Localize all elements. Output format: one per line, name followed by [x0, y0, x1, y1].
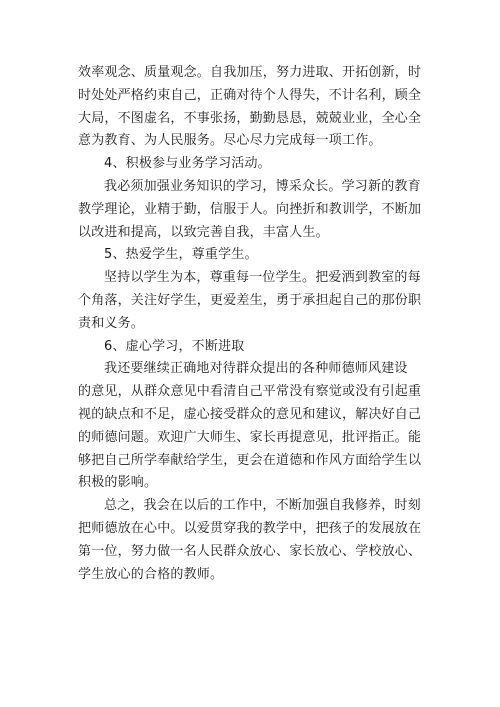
text-line: 以改进和提高，以致完善自我，丰富人生。: [78, 224, 329, 240]
section-heading-6: 6、虚心学习，不断进取: [104, 338, 245, 354]
text-line: 学生放心的合格的教师。: [78, 566, 224, 582]
text-line: 够把自己所学奉献给学生，更会在道德和作风方面给学生以: [78, 452, 422, 468]
text-line: 把师德放在心中。以爱贯穿我的教学中，把孩子的发展放在: [78, 520, 422, 536]
text-line: 意为教育、为人民服务。尽心尽力完成每一项工作。: [78, 133, 382, 149]
text-line: 时处处严格约束自己，正确对待个人得失，不计名利，顾全: [78, 87, 422, 103]
section-heading-4: 4、积极参与业务学习活动。: [104, 156, 271, 172]
section-heading-5: 5、热爱学生，尊重学生。: [104, 247, 258, 263]
text-line: 总之，我会在以后的工作中，不断加强自我修养，时刻: [104, 498, 421, 514]
text-line: 的意见，从群众意见中看清自己平常没有察觉或没有引起重: [78, 384, 422, 400]
text-line: 教学理论，业精于勤，信服于人。向挫折和教训学，不断加: [78, 201, 422, 217]
text-line: 坚持以学生为本，尊重每一位学生。把爱洒到教室的每: [104, 270, 421, 286]
text-line: 第一位，努力做一名人民群众放心、家长放心、学校放心、: [78, 543, 422, 559]
text-line: 积极的影响。: [78, 475, 158, 491]
text-line: 我必须加强业务知识的学习，博采众长。学习新的教育: [104, 178, 421, 194]
text-line: 我还要继续正确地对待群众提出的各种师德师风建设: [104, 361, 408, 377]
text-line: 大局，不图虚名，不事张扬，勤勤恳恳，兢兢业业，全心全: [78, 110, 422, 126]
document-body: [78, 62, 434, 586]
text-line: 个角落，关注好学生，更爱差生，勇于承担起自己的那份职: [78, 292, 422, 308]
text-line: 责和义务。: [78, 315, 145, 331]
text-line: 视的缺点和不足，虚心接受群众的意见和建议，解决好自己: [78, 406, 422, 422]
text-line: 效率观念、质量观念。自我加压，努力进取、开拓创新，时: [78, 65, 422, 80]
text-line: 的师德问题。欢迎广大师生、家长再提意见，批评指正。能: [78, 429, 422, 445]
